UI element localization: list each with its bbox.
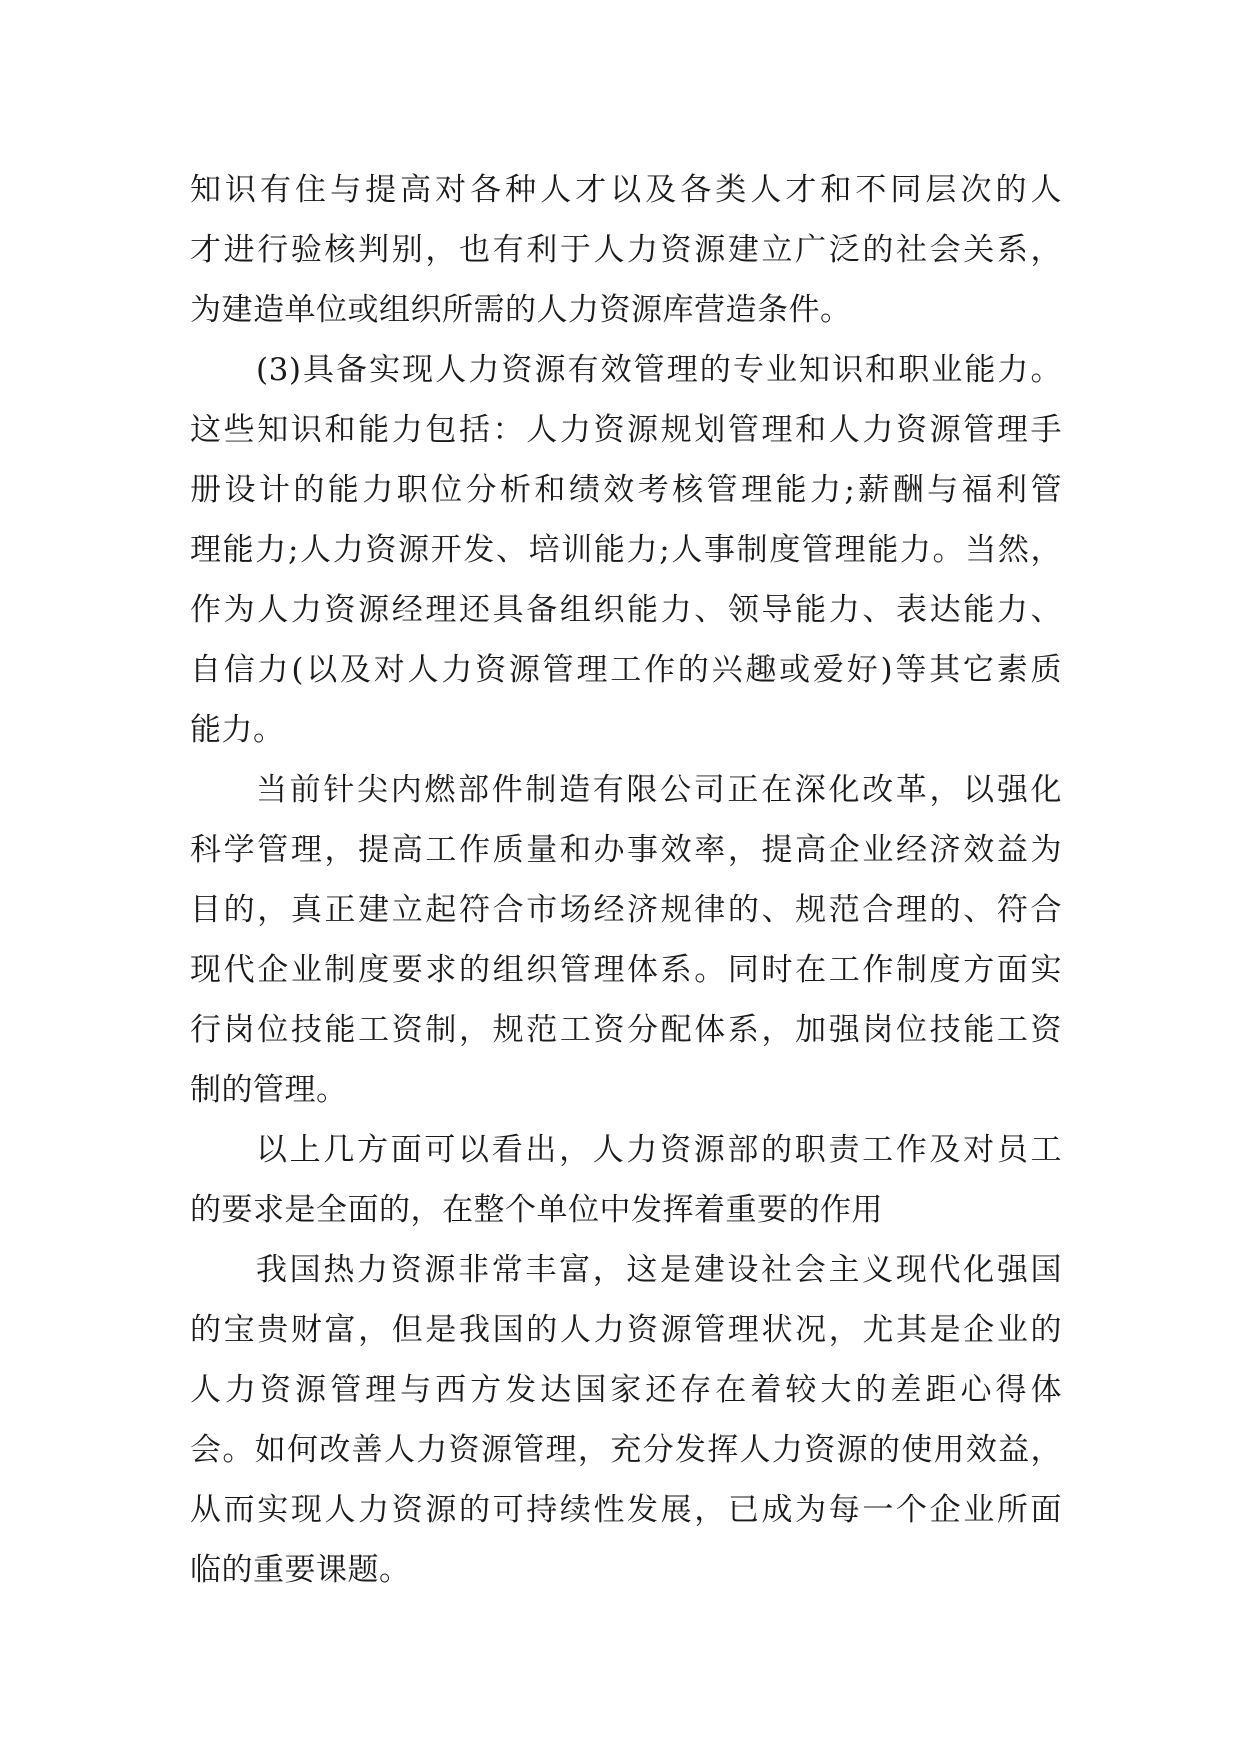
- text-line: 这些知识和能力包括：人力资源规划管理和人力资源管理手: [190, 412, 1062, 448]
- text-line: 制的管理。: [190, 1072, 348, 1108]
- text-line: 的要求是全面的，在整个单位中发挥着重要的作用: [190, 1192, 883, 1228]
- text-line: 目的，真正建立起符合市场经济规律的、规范合理的、符合: [190, 892, 1062, 928]
- text-line: 人力资源管理与西方发达国家还存在着较大的差距心得体: [190, 1372, 1062, 1408]
- text-line: 当前针尖内燃部件制造有限公司正在深化改革，以强化: [256, 772, 1062, 808]
- text-line: 会。如何改善人力资源管理，充分发挥人力资源的使用效益，: [190, 1432, 1062, 1468]
- text-line: 科学管理，提高工作质量和办事效率，提高企业经济效益为: [190, 832, 1062, 868]
- text-line: 临的重要课题。: [190, 1552, 411, 1588]
- text-line: (3)具备实现人力资源有效管理的专业知识和职业能力。: [256, 352, 1062, 388]
- text-line: 以上几方面可以看出，人力资源部的职责工作及对员工: [256, 1132, 1062, 1168]
- text-line: 理能力;人力资源开发、培训能力;人事制度管理能力。当然，: [190, 532, 1062, 568]
- text-line: 的宝贵财富，但是我国的人力资源管理状况，尤其是企业的: [190, 1312, 1062, 1348]
- text-line: 才进行验核判别，也有利于人力资源建立广泛的社会关系，: [190, 232, 1062, 268]
- text-line: 册设计的能力职位分析和绩效考核管理能力;薪酬与福利管: [190, 472, 1062, 508]
- text-line: 现代企业制度要求的组织管理体系。同时在工作制度方面实: [190, 952, 1062, 988]
- text-line: 能力。: [190, 712, 285, 748]
- text-line: 知识有住与提高对各种人才以及各类人才和不同层次的人: [190, 172, 1062, 208]
- text-line: 自信力(以及对人力资源管理工作的兴趣或爱好)等其它素质: [190, 652, 1062, 688]
- document-body: [190, 160, 1062, 1600]
- text-line: 行岗位技能工资制，规范工资分配体系，加强岗位技能工资: [190, 1012, 1062, 1048]
- text-line: 从而实现人力资源的可持续性发展，已成为每一个企业所面: [190, 1492, 1062, 1528]
- text-line: 为建造单位或组织所需的人力资源库营造条件。: [190, 292, 852, 328]
- text-line: 我国热力资源非常丰富，这是建设社会主义现代化强国: [256, 1252, 1062, 1288]
- text-line: 作为人力资源经理还具备组织能力、领导能力、表达能力、: [190, 592, 1062, 628]
